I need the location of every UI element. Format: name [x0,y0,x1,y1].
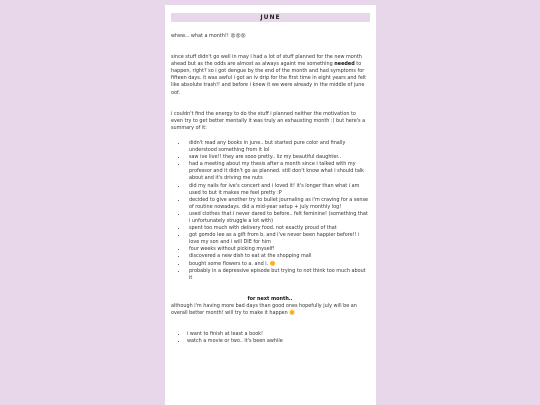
month-title: JUNE [260,14,281,21]
list-item: • four weeks without picking myself! [187,246,369,253]
post-content [171,33,369,345]
blog-page [165,5,376,405]
paragraph-dengue-end: to happen, right? so i got dengue by the end of the month and had symptoms for fifteen days. it was awful i got an iv drip for the first time in eight years and felt like absolute trash!! and before i knew it we were already in the middle of june oof. [171,61,367,96]
paragraph-dengue [171,54,369,97]
paragraph-dengue-start: since stuff didn't go well in may i had a lot of stuff planned for the new month ahead but as the odds are almost as always againt me something [171,54,362,68]
list-item: • had a meeting about my thesis after a month since i talked with my professor and it didn't go as planned. still don't know what i should talk about and it's driving me nuts [187,161,369,182]
list-item: • saw ive live!! they are sooo pretty.. liz my beautiful daughter.. [187,154,369,161]
paragraph-next-month: although i'm having more bad days than good ones hopefully july will be an overall better month! will try to make it happen 🌼 [171,302,357,316]
list-item: • didn't read any books in june.. but started pure color and finally understood something from it lol [187,140,369,154]
list-item: • decided to give another try to bullet journaling as i'm craving for a sense of routine nowadays. did a mid-year setup + july monthly log! [187,197,369,211]
month-header-bar [171,13,370,22]
intro-text: whew... what a month!! 😵😵😵 [171,33,246,39]
list-item: • got gomdo lee as a gift from b. and i've never been happier before!! i love my son and i will DIE for him [187,232,369,246]
next-month-heading: for next month.. [247,295,293,302]
list-item: • spent too much with delivery food. not exactly proud of that [187,225,369,232]
list-item: • used clothes that i never dared to before.. felt feminine! (something that i unfortunately struggle a lot with) [187,211,369,225]
list-item: • watch a movie or two.. it's been awhile [187,338,369,345]
list-item: • i want to finish at least a book! [187,331,369,338]
next-month-list [171,331,369,345]
list-item: • bought some flowers to a. and i. 🌼 [187,261,369,268]
list-item: • probably in a depressive episode but trying to not think too much about it [187,268,369,282]
paragraph-dengue-bold: needed [334,61,355,68]
paragraph-summary-intro: i couldn't find the energy to do the stuff i planned neither the motivation to even try to get better mentally it was truly an exhausting month :( but here's a summary of it: [171,110,366,131]
list-item: • did my nails for ive's concert and i loved it! it's longer than what i am used to but it makes me feel pretty :P [187,183,369,197]
list-item: • discovered a new dish to eat at the shopping mall [187,253,369,260]
summary-list [171,140,369,282]
